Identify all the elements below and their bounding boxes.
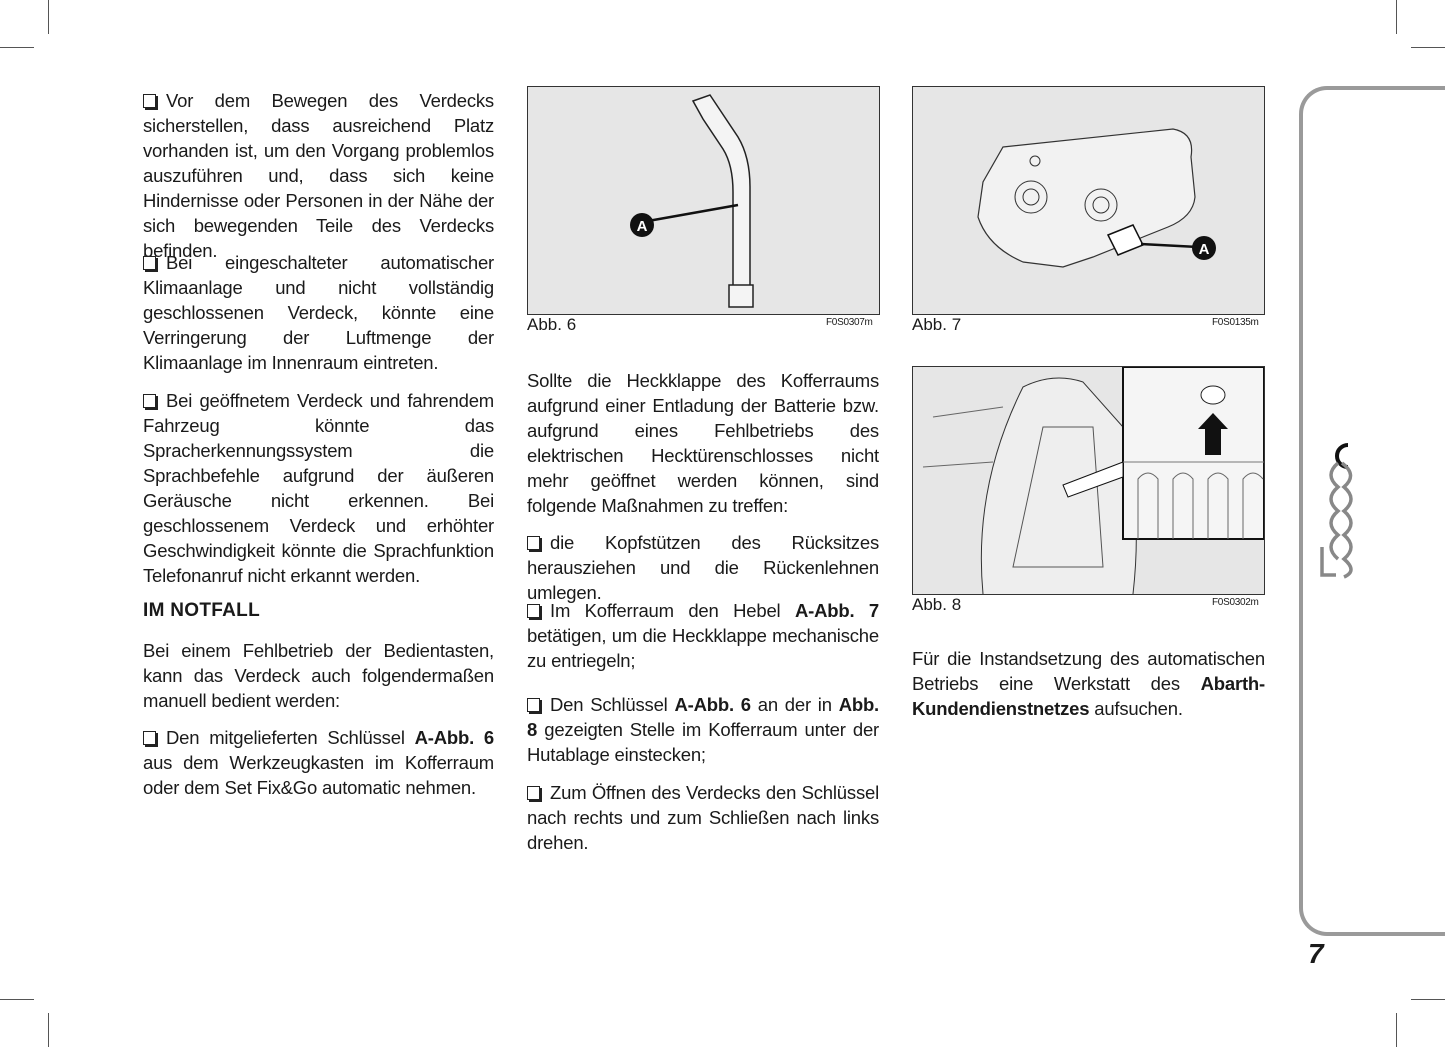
crop-mark: [1411, 999, 1445, 1000]
key-illustration: [528, 87, 879, 314]
figure-reference: A-Abb. 6: [674, 694, 751, 715]
checkbox-bullet-icon: [527, 604, 540, 618]
text: aus dem Werkzeugkasten im Kofferraum oder dem Set Fix&Go automatic nehmen.: [143, 752, 494, 798]
figure-6-key: [527, 86, 880, 315]
paragraph-text: Bei eingeschalteter automatischer Klimaanlage und nicht vollständig geschlossenen Verdeck, könnte eine Verringerung der Luftmenge der Klimaanlage im Innenraum eintreten.: [143, 252, 494, 373]
paragraph-text: Vor dem Bewegen des Verdecks sicherstellen, dass ausreichend Platz vorhanden ist, um den Vorgang problemlos auszuführen und, dass sich keine Hindernisse oder Personen in der Nähe der sich bewegenden Teile des Verdecks befinden.: [143, 90, 494, 261]
figure-code: F0S0307m: [826, 317, 873, 328]
crop-mark: [0, 999, 34, 1000]
emphasis: Abarth-Kundendienstnetzes: [912, 673, 1265, 719]
figure-7-lever: [912, 86, 1265, 315]
bullet-paragraph: [527, 780, 879, 855]
bullet-paragraph: [143, 88, 494, 263]
text: Zum Öffnen des Verdecks den Schlüssel nach rechts und zum Schließen nach links drehen.: [527, 782, 879, 853]
fiat-500-logo: [1316, 435, 1360, 580]
figure-caption: Abb. 8: [912, 595, 962, 614]
text: betätigen, um die Heckklappe mechanische zu entriegeln;: [527, 625, 879, 671]
figure-code: F0S0302m: [1212, 597, 1259, 608]
callout-label: A: [1198, 241, 1210, 258]
bullet-paragraph: [527, 692, 879, 767]
figure-caption: Abb. 7: [912, 315, 962, 334]
paragraph-text: Bei geöffnetem Verdeck und fahrendem Fahrzeug könnte das Spracherkennungssystem die Sprachbefehle aufgrund der äußeren Geräusche nicht erkennen. Bei geschlossenem Verdeck und erhöhter Geschwindigkeit könnte die Sprachfunktion Telefonanruf nicht erkannt werden.: [143, 390, 494, 586]
checkbox-bullet-icon: [527, 698, 540, 712]
text: die Kopfstützen des Rücksitzes herausziehen und die Rückenlehnen umlegen.: [527, 532, 879, 603]
bullet-paragraph: [527, 530, 879, 605]
crop-mark: [1411, 47, 1445, 48]
checkbox-bullet-icon: [143, 394, 156, 408]
checkbox-bullet-icon: [527, 536, 540, 550]
text: an der in: [750, 694, 839, 715]
lock-lever-illustration: [913, 87, 1264, 314]
text: Den mitgelieferten Schlüssel: [166, 727, 415, 748]
callout-label: A: [636, 218, 648, 235]
crop-mark: [1396, 0, 1397, 34]
text: Im Kofferraum den Hebel: [550, 600, 795, 621]
crop-mark: [0, 47, 34, 48]
section-heading: IM NOTFALL: [143, 600, 260, 621]
paragraph: Sollte die Heckklappe des Kofferraums aufgrund einer Entladung der Batterie bzw. aufgrund eines Fehlbetriebs des elektrischen Hecktürenschlosses nicht mehr geöffnet werden können, sind folgende Maßnahmen zu treffen:: [527, 370, 879, 516]
paragraph: [912, 646, 1265, 721]
checkbox-bullet-icon: [143, 256, 156, 270]
figure-8-trunk: [912, 366, 1265, 595]
crop-mark: [1396, 1013, 1397, 1047]
paragraph: Bei einem Fehlbetrieb der Bedientasten, kann das Verdeck auch folgendermaßen manuell bedient werden:: [143, 640, 494, 711]
figure-reference: A-Abb. 7: [794, 600, 880, 621]
crop-mark: [48, 0, 49, 34]
bullet-paragraph: [143, 250, 494, 375]
figure-reference: Abb. 8: [527, 694, 879, 740]
checkbox-bullet-icon: [527, 786, 540, 800]
checkbox-bullet-icon: [143, 94, 156, 108]
text: gezeigten Stelle im Kofferraum unter der Hutablage einstecken;: [527, 719, 879, 765]
bullet-paragraph: [527, 598, 879, 673]
bullet-paragraph: [143, 388, 494, 588]
figure-reference: A-Abb. 6: [414, 727, 494, 748]
figure-code: F0S0135m: [1212, 317, 1259, 328]
checkbox-bullet-icon: [143, 731, 156, 745]
text: Den Schlüssel: [550, 694, 675, 715]
trunk-illustration: [913, 367, 1264, 594]
text: aufsuchen.: [1089, 698, 1183, 719]
crop-mark: [48, 1013, 49, 1047]
bullet-paragraph: [143, 725, 494, 800]
text: Für die Instandsetzung des automatischen Betriebs eine Werkstatt des: [912, 648, 1265, 694]
page-number: 7: [1308, 938, 1324, 969]
figure-caption: Abb. 6: [527, 315, 577, 334]
